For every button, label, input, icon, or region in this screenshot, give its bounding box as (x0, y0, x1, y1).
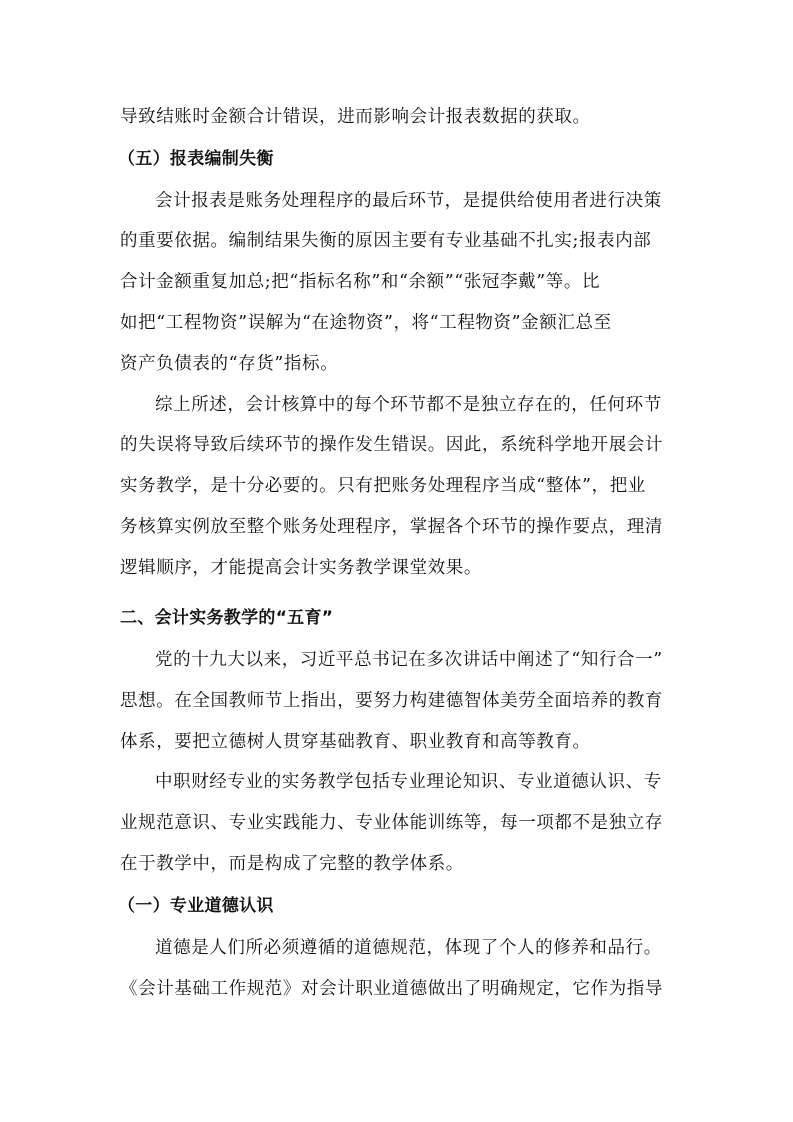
section-heading: （一）专业道德认识 (118, 896, 274, 916)
paragraph-line: 逻辑顺序，才能提高会计实务教学课堂效果。 (120, 558, 482, 578)
paragraph-line: 的失误将导致后续环节的操作发生错误。因此，系统科学地开展会计 (120, 435, 663, 455)
paragraph-line: 中职财经专业的实务教学包括专业理论知识、专业道德认识、专 (155, 772, 662, 792)
paragraph-line: 在于教学中，而是构成了完整的教学体系。 (120, 854, 464, 874)
paragraph-line: 务核算实例放至整个账务处理程序，掌握各个环节的操作要点，理清 (120, 517, 663, 537)
paragraph-line: 会计报表是账务处理程序的最后环节，是提供给使用者进行决策 (155, 191, 662, 211)
paragraph-line: 体系，要把立德树人贯穿基础教育、职业教育和高等教育。 (120, 732, 591, 752)
paragraph-line: 思想。在全国教师节上指出，要努力构建德智体美劳全面培养的教育 (120, 691, 663, 711)
chapter-heading: 二、会计实务教学的“五育” (120, 608, 334, 628)
paragraph-line: 的重要依据。编制结果失衡的原因主要有专业基础不扎实;报表内部 (120, 231, 652, 251)
paragraph-line: 如把“工程物资”误解为“在途物资”，将“工程物资”金额汇总至 (120, 313, 612, 333)
paragraph-line: 资产负债表的“存货”指标。 (120, 354, 339, 374)
paragraph-line: 业规范意识、专业实践能力、专业体能训练等，每一项都不是独立存 (120, 813, 663, 833)
section-heading: （五）报表编制失衡 (118, 149, 274, 169)
paragraph-line: 道德是人们所必须遵循的道德规范，体现了个人的修养和品行。 (155, 938, 662, 958)
paragraph-line: 党的十九大以来，习近平总书记在多次讲话中阐述了“知行合一” (155, 650, 663, 670)
paragraph-line: 综上所述，会计核算中的每个环节都不是独立存在的，任何环节 (155, 395, 662, 415)
paragraph-line: 《会计基础工作规范》对会计职业道德做出了明确规定，它作为指导 (120, 979, 663, 999)
paragraph-line: 实务教学，是十分必要的。只有把账务处理程序当成“整体”，把业 (120, 476, 646, 496)
paragraph-line: 合计金额重复加总;把“指标名称”和“余额”“张冠李戴”等。比 (120, 272, 601, 292)
paragraph-line: 导致结账时金额合计错误，进而影响会计报表数据的获取。 (120, 107, 591, 127)
